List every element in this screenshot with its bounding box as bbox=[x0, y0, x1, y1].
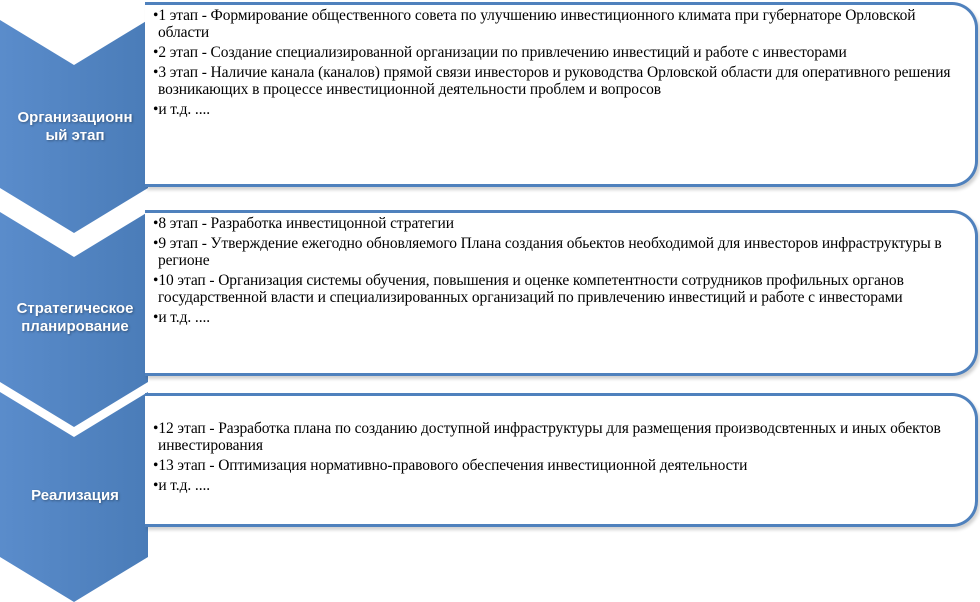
stage-label-implementation bbox=[0, 487, 150, 505]
step-list bbox=[153, 420, 965, 494]
step-item: • 1 этап - Формирование общественного совета по улучшению инвестиционного климата при губернаторе Орловской области bbox=[153, 7, 965, 41]
stage-label-line: планирование bbox=[21, 318, 129, 335]
stage-label-strategic bbox=[0, 300, 150, 336]
stage-panel-strategic bbox=[145, 210, 978, 376]
stage-label-line: Стратегическое bbox=[16, 300, 134, 317]
step-item: • 9 этап - Утверждение ежегодно обновляемого Плана создания обьектов необходимой для инвесторов инфраструктуры в регионе bbox=[153, 235, 965, 269]
step-item: • 2 этап - Создание специализированной организации по привлечению инвестиций и работе с инвесторами bbox=[153, 44, 965, 61]
step-list bbox=[153, 215, 965, 326]
step-item: • и т.д. .... bbox=[153, 309, 965, 326]
stage-panel-organizational bbox=[145, 2, 978, 187]
stage-label-line: Организационн bbox=[17, 109, 133, 126]
step-item: • 10 этап - Организация системы обучения, повышения и оценке компетентности сотрудников профильных органов государственной власти и специализированных организаций по привлечению инвестиций и работе с инвесторами bbox=[153, 272, 965, 306]
step-item: • 3 этап - Наличие канала (каналов) прямой связи инвесторов и руководства Орловской области для оперативного решения возникающих в процессе инвестиционной деятельности проблем и вопросов bbox=[153, 64, 965, 98]
step-item: • 13 этап - Оптимизация нормативно-правового обеспечения инвестиционной деятельности bbox=[153, 457, 965, 474]
stage-panel-implementation bbox=[145, 393, 978, 527]
step-item: • 8 этап - Разработка инвестицонной стратегии bbox=[153, 215, 965, 232]
step-list bbox=[153, 7, 965, 118]
stage-label-organizational bbox=[0, 109, 150, 145]
step-item: • 12 этап - Разработка плана по созданию доступной инфраструктуры для размещения производсвтенных и иных обектов инвестирования bbox=[153, 420, 965, 454]
step-item: • и т.д. .... bbox=[153, 477, 965, 494]
step-item: • и т.д. .... bbox=[153, 101, 965, 118]
stage-label-line: ый этап bbox=[45, 127, 105, 144]
stage-label-line: Реализация bbox=[31, 487, 119, 504]
